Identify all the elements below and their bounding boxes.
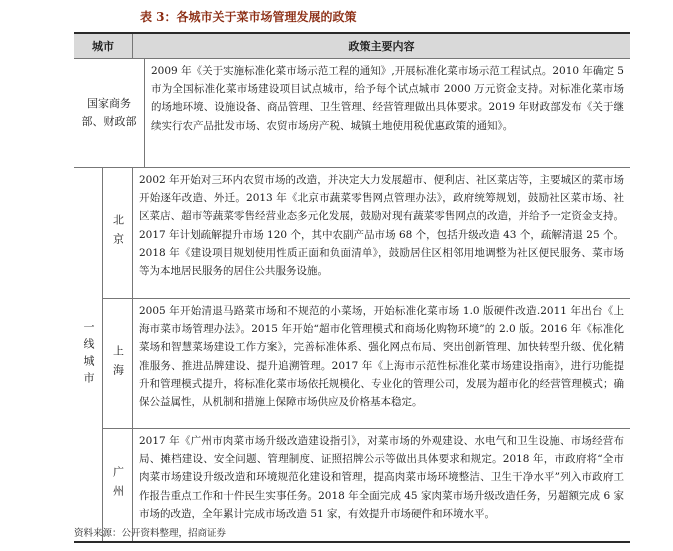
- policy-cell: 2017 年《广州市肉菜市场升级改造建设指引》，对菜市场的外观建设、水电气和卫生设施、市场经营布局、摊档建设、安全问题、管理制度、证照招牌公示等做出具体要求和规定。2018 年，市政府将“全市肉菜市场建设升级改造和环境规范化建设和管理，提高肉菜市场环境整洁、卫生干净水平”列入市政府工作报告重点工作和十件民生实事任务。2018 年全面完成 45 家肉菜市场升级改造任务，另超额完成 6 家市场的改造，全年累计完成市场改造 51 家，有效提升市场硬件和环境水平。: [139, 435, 624, 520]
- city-label: 北京: [111, 214, 125, 252]
- city-label: 上海: [111, 344, 125, 383]
- policy-cell: 2005 年开始清退马路菜市场和不规范的小菜场，开始标准化菜市场 1.0 版硬件改造.2011 年出台《上海市菜市场管理办法》。2015 年开始“超市化管理模式和商场化购物环境”的 2.0 版。2016 年《标准化菜场和智慧菜场建设工作方案》，完善标准体系、强化网点布局、突出创新管理、加快转型升级、优化精准服务、推进品牌建设、提升追溯管理。2017 年《上海市示范性标准化菜市场建设指南》，进行功能提升和管理模式提升，将标准化菜市场依托规模化、专业化的管理公司，发展为超市化的经营管理模式；确保公益属性，从机制和措施上保障市场供应及价格基本稳定。: [139, 305, 624, 409]
- tier-cell: [74, 168, 103, 541]
- header-policy: 政策主要内容: [348, 40, 415, 53]
- city-cell: [74, 59, 145, 167]
- tier-label: 一线城市: [82, 320, 95, 389]
- header-city: 城市: [74, 34, 133, 58]
- policy-cell: 2009 年《关于实施标准化菜市场示范工程的通知》,开展标准化菜市场示范工程试点。2010 年确定 5 市为全国标准化菜市场建设项目试点城市，给予每个试点城市 2000 万元资金支持。对标准化菜市场的场地环境、设施设备、商品管理、卫生管理、经营管理做出具体要求。2019 年财政部发布《关于继续实行农产品批发市场、农贸市场房产税、城镇土地使用税优惠政策的通知》。: [151, 65, 624, 132]
- policy-table: [74, 32, 630, 543]
- table-row-shanghai: [103, 299, 630, 429]
- city-label: 广州: [111, 466, 125, 504]
- table-row-beijing: [103, 168, 630, 299]
- policy-cell: 2002 年开始对三环内农贸市场的改造，并决定大力发展超市、便利店、社区菜店等，主要城区的菜市场开始逐年改造、外迁。2013 年《北京市蔬菜零售网点管理办法》，政府统筹规划，鼓励社区菜市场、社区菜店、超市等蔬菜零售经营业态多元化发展，鼓励对现有蔬菜零售网点的改造，并给予一定资金支持。2017 年计划疏解提升市场 120 个，其中农副产品市场 68 个，包括升级改造 43 个，疏解清退 25 个。2018 年《建设项目规划使用性质正面和负面清单》，鼓励居住区相邻用地调整为社区便民服务、菜市场等为本地居民服务的居住公共服务设施。: [139, 174, 624, 278]
- city-cell: [103, 299, 133, 428]
- city-label: 国家商务部、财政部: [81, 97, 137, 128]
- table-title: 表 3：各城市关于菜市场管理发展的政策: [140, 10, 357, 24]
- table-row-national: [74, 59, 630, 168]
- tier-cities: [103, 168, 630, 541]
- table-header: [74, 34, 630, 59]
- source-note: 资料来源：公开资料整理，招商证券: [74, 528, 227, 539]
- city-cell: [103, 168, 133, 298]
- tier-group: [74, 168, 630, 541]
